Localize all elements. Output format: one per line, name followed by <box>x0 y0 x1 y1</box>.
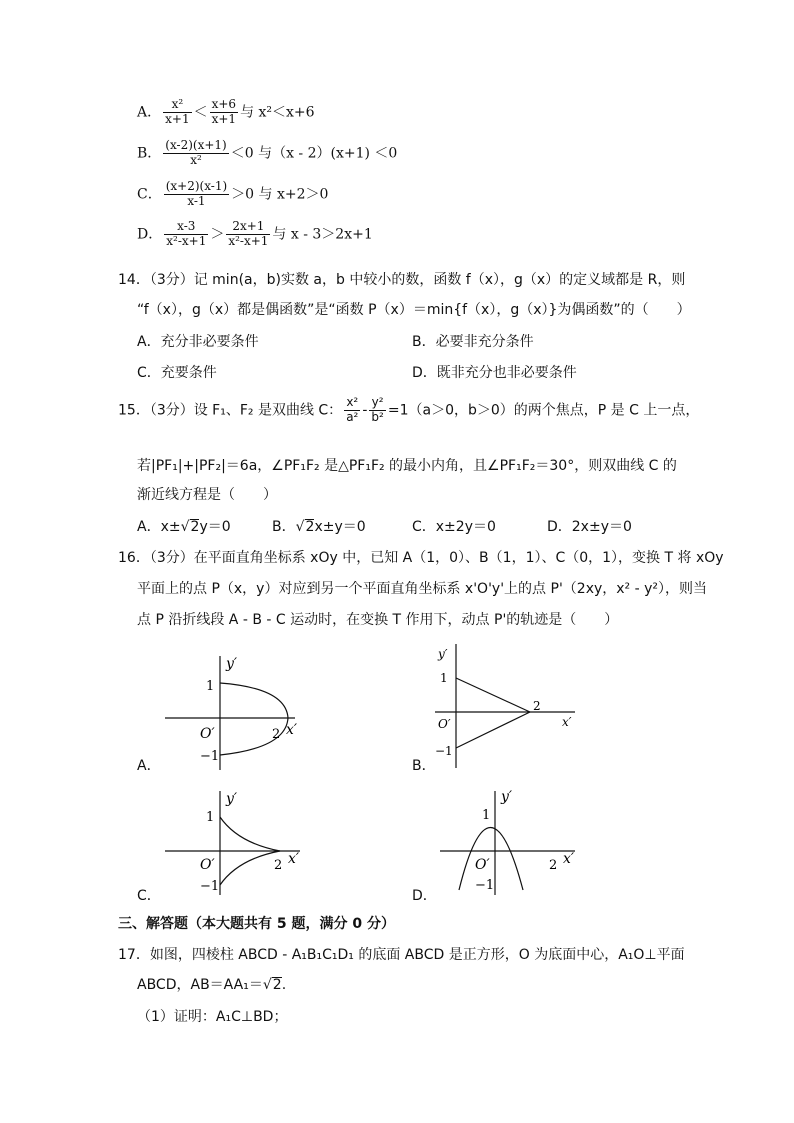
option-text: B． <box>272 519 296 535</box>
curve-upper <box>220 683 288 718</box>
origin-label: O′ <box>200 726 215 742</box>
option-tail: 与 x - 3＞2x+1 <box>272 226 373 243</box>
minus-sign: - <box>362 402 368 419</box>
tick-two: 2 <box>549 858 558 873</box>
relation: ＜ <box>193 104 208 121</box>
q17-sub1: （1）证明：A₁C⊥BD； <box>137 1009 288 1025</box>
fraction <box>163 98 191 127</box>
option-label: A． <box>137 104 162 121</box>
q16-graph-b <box>430 640 590 775</box>
q16-option-d-label: D． <box>412 888 437 904</box>
q17-line2-text: ABCD，AB＝AA₁＝ <box>137 977 263 993</box>
q16-option-a-label: A． <box>137 758 161 774</box>
q15-line2: 若|PF₁|+|PF₂|＝6a，∠PF₁F₂ 是△PF₁F₂ 的最小内角，且∠PF₁F₂＝30°，则双曲线 C 的 <box>137 458 677 474</box>
q13-option-b <box>137 139 397 168</box>
denominator: a² <box>346 409 359 424</box>
q17-line1: 17．如图，四棱柱 ABCD - A₁B₁C₁D₁ 的底面 ABCD 是正方形，O 为底面中心，A₁O⊥平面 <box>118 947 685 963</box>
section-heading: 三、解答题（本大题共有 5 题，满分 0 分） <box>118 916 395 932</box>
q15-option-a: A．x±√2y＝0 <box>137 519 231 535</box>
y-label: y′ <box>226 791 238 807</box>
numerator: (x-2)(x+1) <box>165 138 227 152</box>
radicand: 2 <box>272 977 282 993</box>
x-label: x′ <box>286 722 298 738</box>
denominator: x²-x+1 <box>166 233 207 248</box>
numerator: x+6 <box>211 97 237 111</box>
tick-neg-one: −1 <box>200 749 220 764</box>
q14-option-c: C．充要条件 <box>137 365 217 381</box>
tick-two: 2 <box>272 727 281 742</box>
numerator: x² <box>163 98 191 113</box>
q16-graph-c <box>160 785 310 905</box>
denominator: b² <box>371 409 384 424</box>
y-label: y′ <box>438 647 448 661</box>
option-text: x±y＝0 <box>314 519 366 535</box>
tick-one: 1 <box>206 810 215 825</box>
option-label: D． <box>137 226 163 243</box>
q16-line3: 点 P 沿折线段 A - B - C 运动时，在变换 T 作用下，动点 P'的轨迹是（ ） <box>137 612 619 628</box>
curve-lower <box>220 851 283 885</box>
q16-line1: 16．（3分）在平面直角坐标系 xOy 中，已知 A（1，0）、B（1，1）、C（0，1），变换 T 将 xOy <box>118 550 724 566</box>
denominator: x²-x+1 <box>228 233 269 248</box>
tick-neg-one: −1 <box>475 878 495 893</box>
q13-option-c <box>137 180 328 209</box>
segment-upper <box>456 678 530 712</box>
option-tail: ＞0 与 x+2＞0 <box>231 186 329 203</box>
numerator: y² <box>369 396 385 411</box>
origin-label: O′ <box>438 717 451 731</box>
numerator: (x+2)(x-1) <box>165 179 228 193</box>
q16-graph-a <box>160 650 310 780</box>
option-label: C． <box>137 186 162 203</box>
q15-option-b: B．√2x±y＝0 <box>272 519 366 535</box>
option-tail: ＜0 与（x - 2）(x+1) ＜0 <box>230 145 398 162</box>
option-text: A．x± <box>137 519 181 535</box>
tick-neg-one: −1 <box>200 879 220 894</box>
q16-graph-d <box>435 785 585 905</box>
q17-line2-end: . <box>281 977 287 993</box>
option-tail: 与 x²＜x+6 <box>240 104 315 121</box>
option-label: B． <box>137 145 162 162</box>
q16-line2: 平面上的点 P（x，y）对应到另一个平面直角坐标系 x'O'y'上的点 P'（2xy，x² - y²），则当 <box>137 581 708 597</box>
tick-one: 1 <box>440 671 448 685</box>
fraction <box>369 396 385 425</box>
fraction <box>164 220 208 249</box>
q14-option-d: D．既非充分也非必要条件 <box>412 365 577 381</box>
q14-option-a: A．充分非必要条件 <box>137 334 259 350</box>
x-label: x′ <box>563 851 575 867</box>
q14-line1: 14．（3分）记 min(a，b)实数 a，b 中较小的数，函数 f（x），g（x）的定义域都是 R，则 <box>118 272 686 288</box>
y-label: y′ <box>501 789 513 805</box>
fraction <box>163 139 228 168</box>
tick-one: 1 <box>482 808 491 823</box>
q15-option-c: C．x±2y＝0 <box>412 519 496 535</box>
tick-two: 2 <box>274 858 283 873</box>
numerator: x² <box>344 396 360 411</box>
numerator: 2x+1 <box>226 220 270 235</box>
option-text: y＝0 <box>199 519 231 535</box>
tick-neg-one: −1 <box>435 744 453 758</box>
q15-pre: 15．（3分）设 F₁、F₂ 是双曲线 C： <box>118 402 343 419</box>
q15-post: =1（a＞0，b＞0）的两个焦点，P 是 C 上一点， <box>387 402 700 419</box>
q16-option-c-label: C． <box>137 888 161 904</box>
numerator: x-3 <box>164 220 208 235</box>
q13-option-d <box>137 220 373 249</box>
q15-option-d: D．2x±y＝0 <box>547 519 632 535</box>
x-label: x′ <box>288 851 300 867</box>
denominator: x+1 <box>165 111 190 126</box>
q14-option-b: B．必要非充分条件 <box>412 334 534 350</box>
q15-line1 <box>118 396 699 425</box>
fraction <box>164 180 229 209</box>
denominator: x+1 <box>211 111 237 126</box>
denominator: x² <box>190 152 202 167</box>
fraction <box>210 98 238 127</box>
origin-label: O′ <box>200 857 215 873</box>
relation: ＞ <box>210 226 225 243</box>
curve-upper <box>220 817 280 851</box>
tick-two: 2 <box>533 699 541 713</box>
origin-label: O′ <box>475 857 490 873</box>
fraction <box>344 396 360 425</box>
q15-line3: 渐近线方程是（ ） <box>137 487 277 503</box>
radicand: 2 <box>305 519 315 535</box>
fraction <box>226 220 270 249</box>
segment-lower <box>456 712 530 748</box>
q16-option-b-label: B． <box>412 758 436 774</box>
q13-option-a <box>137 98 315 127</box>
radicand: 2 <box>190 519 200 535</box>
q14-line2: “f（x），g（x）都是偶函数”是“函数 P（x）＝min{f（x），g（x）}为偶函数”的（ ） <box>137 302 691 318</box>
denominator: x-1 <box>187 193 206 208</box>
tick-one: 1 <box>206 679 215 694</box>
q17-line2: ABCD，AB＝AA₁＝√2. <box>137 977 287 993</box>
x-label: x′ <box>562 715 572 729</box>
y-label: y′ <box>226 656 238 672</box>
